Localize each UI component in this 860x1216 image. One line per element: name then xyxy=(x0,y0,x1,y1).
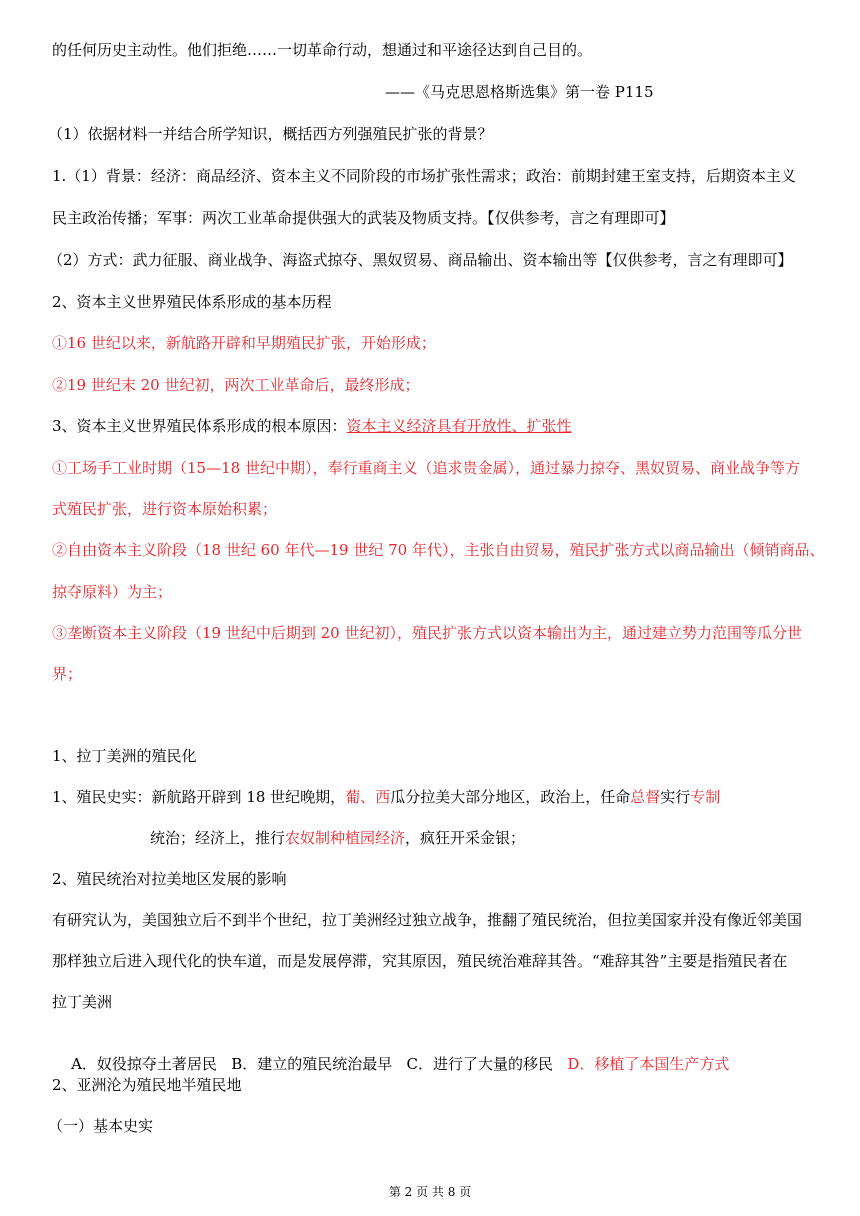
text-line: 的任何历史主动性。他们拒绝……一切革命行动，想通过和平途径达到自己目的。 xyxy=(52,41,593,59)
text-span: 实行 xyxy=(660,788,691,806)
section-title: 1、拉丁美洲的殖民化 xyxy=(52,747,197,765)
citation: ——《马克思恩格斯选集》第一卷 P115 xyxy=(385,83,654,101)
section-title: 2、亚洲沦为殖民地半殖民地 xyxy=(52,1076,242,1094)
answer-line: 民主政治传播；军事：两次工业革命提供强大的武装及物质支持。【仅供参考，言之有理即可】 xyxy=(52,209,675,227)
red-point: ②自由资本主义阶段（18 世纪 60 年代—19 世纪 70 年代），主张自由贸易，殖民扩张方式以商品输出（倾销商品、 xyxy=(52,541,825,559)
question: （1）依据材料一并结合所学知识，概括西方列强殖民扩张的背景？ xyxy=(48,125,493,143)
text-span: 1、殖民史实：新航路开辟到 18 世纪晚期， xyxy=(52,788,346,806)
red-point: 掠夺原料）为主； xyxy=(52,583,173,601)
option-text: A．奴役掠夺土著居民 B．建立的殖民统治最早 C．进行了大量的移民 xyxy=(71,1055,568,1073)
text-span: 统治；经济上，推行 xyxy=(150,829,286,847)
text-span: ，疯狂开采金银； xyxy=(405,829,526,847)
red-point: ①工场手工业时期（15—18 世纪中期），奉行重商主义（追求贵金属），通过暴力掠夺、黑奴贸易、商业战争等方 xyxy=(52,459,800,477)
red-span: 专制 xyxy=(690,788,721,806)
answer-line: 1.（1）背景：经济：商品经济、资本主义不同阶段的市场扩张性需求；政治：前期封建王室支持，后期资本主义 xyxy=(52,167,796,185)
answer-option: D．移植了本国生产方式 xyxy=(567,1055,730,1073)
page-footer: 第 2 页 共 8 页 xyxy=(388,1185,472,1199)
text-line xyxy=(150,828,525,848)
red-span: 农奴制种植园经济 xyxy=(285,829,406,847)
section-title: 2、资本主义世界殖民体系形成的基本历程 xyxy=(52,293,332,311)
section-title: 2、殖民统治对拉美地区发展的影响 xyxy=(52,870,287,888)
subsection-title: （一）基本史实 xyxy=(48,1117,154,1135)
red-point: 式殖民扩张，进行资本原始积累； xyxy=(52,500,278,518)
text-line: 拉丁美洲 xyxy=(52,993,113,1011)
red-point: ③垄断资本主义阶段（19 世纪中后期到 20 世纪初），殖民扩张方式以资本输出为主，通过建立势力范围等瓜分世 xyxy=(52,624,802,642)
red-point: ②19 世纪末 20 世纪初，两次工业革命后，最终形成； xyxy=(52,376,420,394)
underlined-answer: 资本主义经济具有开放性、扩张性 xyxy=(346,417,572,435)
text-line: 有研究认为，美国独立后不到半个世纪，拉丁美洲经过独立战争，推翻了殖民统治，但拉美国家并没有像近邻美国 xyxy=(52,911,803,929)
red-point: 界； xyxy=(52,665,83,683)
section-title xyxy=(52,416,572,436)
text-line xyxy=(52,787,720,807)
red-point: ①16 世纪以来，新航路开辟和早期殖民扩张，开始形成； xyxy=(52,334,436,352)
text-span: 瓜分拉美大部分地区，政治上，任命 xyxy=(390,788,631,806)
text-line: 那样独立后进入现代化的快车道，而是发展停滞，究其原因，殖民统治难辞其咎。“难辞其咎”主要是指殖民者在 xyxy=(52,952,788,970)
text-span: 3、资本主义世界殖民体系形成的根本原因： xyxy=(52,417,347,435)
red-span: 总督 xyxy=(630,788,661,806)
answer-line: （2）方式：武力征服、商业战争、海盗式掠夺、黑奴贸易、商品输出、资本输出等【仅供参考，言之有理即可】 xyxy=(48,251,793,269)
red-span: 葡、西 xyxy=(345,788,391,806)
